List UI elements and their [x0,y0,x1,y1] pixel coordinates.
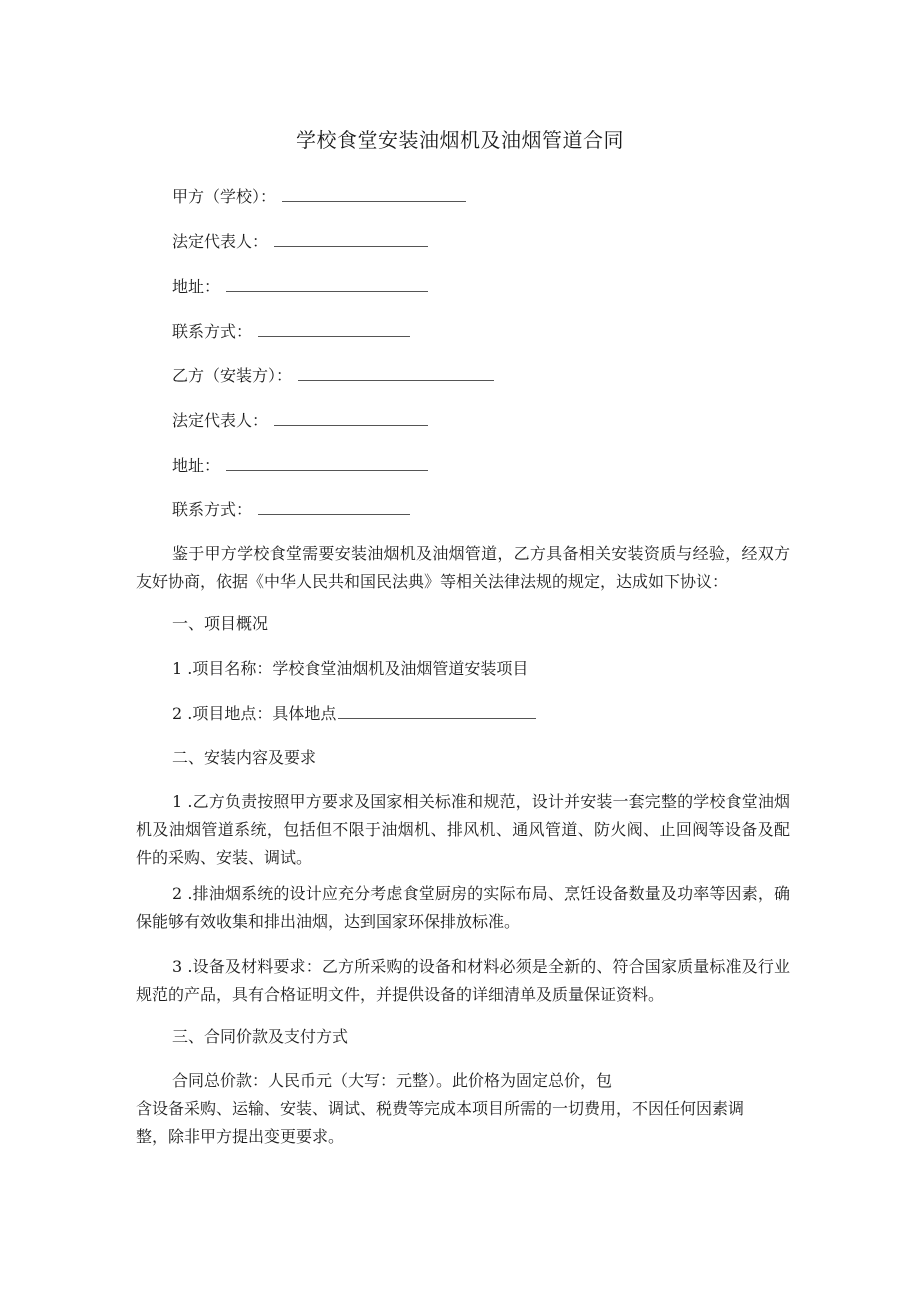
party-a-rep-blank[interactable] [274,231,428,247]
party-b-blank[interactable] [298,365,494,381]
price-line-3: 整，除非甲方提出变更要求。 [136,1127,345,1146]
section2-item3: 3 .设备及材料要求：乙方所采购的设备和材料必须是全新的、符合国家质量标准及行业规范的产品，具有合格证明文件，并提供设备的详细清单及质量保证资料。 [136,957,790,1004]
price-line-2: 含设备采购、运输、安装、调试、税费等完成本项目所需的一切费用，不因任何因素调 [136,1099,745,1118]
party-a-address-line [172,276,428,298]
price-line-1: 合同总价款：人民币元（大写：元整）。此价格为固定总价，包 [172,1071,613,1090]
section2-item1: 1 .乙方负责按照甲方要求及国家相关标准和规范，设计并安装一套完整的学校食堂油烟机及油烟管道系统，包括但不限于油烟机、排风机、通风管道、防火阀、止回阀等设备及配件的采购、安装、调试。 [136,792,790,867]
party-a-blank[interactable] [282,186,466,202]
intro-paragraph: 鉴于甲方学校食堂需要安装油烟机及油烟管道，乙方具备相关安装资质与经验，经双方友好协商，依据《中华人民共和国民法典》等相关法律法规的规定，达成如下协议： [136,544,790,591]
party-a-address-blank[interactable] [226,276,428,292]
party-b-contact-line [172,499,410,521]
section1-item1: 1 .项目名称：学校食堂油烟机及油烟管道安装项目 [172,659,529,678]
project-location-blank[interactable] [338,703,536,719]
party-a-label: 甲方（学校）： [172,187,277,206]
party-b-address-label: 地址： [172,456,221,475]
party-a-contact-line [172,321,410,343]
party-b-contact-label: 联系方式： [172,500,253,519]
party-a-line [172,186,466,208]
party-b-contact-blank[interactable] [258,499,410,515]
section2-heading: 二、安装内容及要求 [172,748,317,767]
section2-item2: 2 .排油烟系统的设计应充分考虑食堂厨房的实际布局、烹饪设备数量及功率等因素，确保能够有效收集和排出油烟，达到国家环保排放标准。 [136,884,790,931]
section1-item2: 2 .项目地点：具体地点 [172,704,337,723]
party-a-rep-label: 法定代表人： [172,232,269,251]
section3-heading: 三、合同价款及支付方式 [172,1027,349,1046]
section1-item2-line [172,703,536,725]
section1-heading: 一、项目概况 [172,614,269,633]
party-b-rep-line [172,410,428,432]
document-title: 学校食堂安装油烟机及油烟管道合同 [296,128,624,152]
party-b-line [172,365,494,387]
party-a-address-label: 地址： [172,277,221,296]
party-a-contact-blank[interactable] [258,321,410,337]
party-b-rep-label: 法定代表人： [172,411,269,430]
party-b-address-blank[interactable] [226,455,428,471]
party-b-rep-blank[interactable] [274,410,428,426]
party-b-address-line [172,455,428,477]
party-b-label: 乙方（安装方）： [172,366,293,385]
party-a-rep-line [172,231,428,253]
party-a-contact-label: 联系方式： [172,322,253,341]
